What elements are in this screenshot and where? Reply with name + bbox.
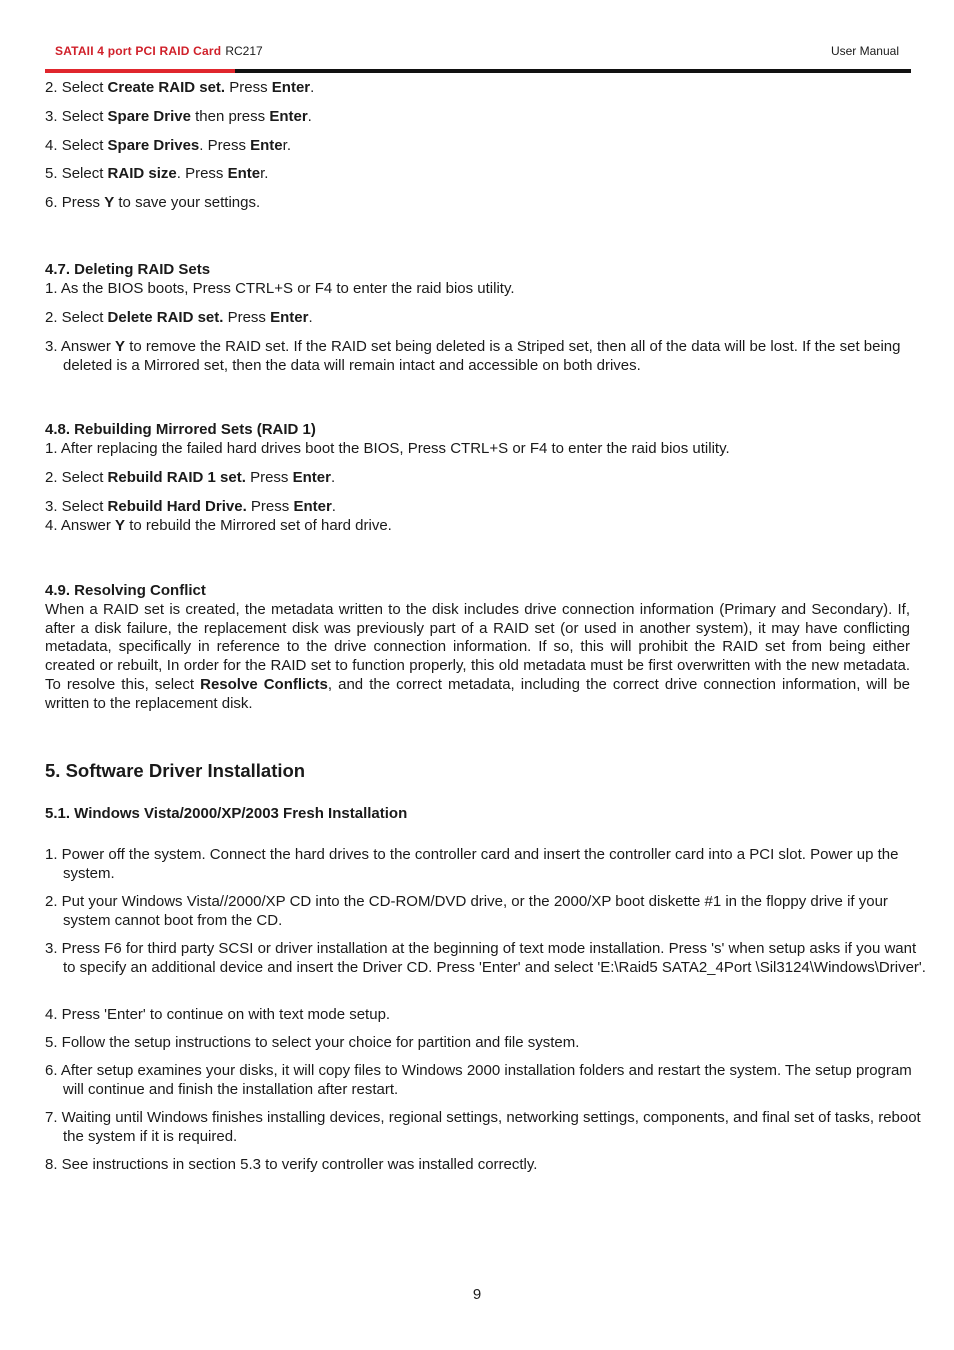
list-item: 7. Waiting until Windows finishes installing devices, regional settings, networking settings, components, and final set of tasks, reboot the system if it is required. <box>45 1109 921 1145</box>
page-header <box>45 44 909 62</box>
list-item: 3. Select Rebuild Hard Drive. Press Enter. <box>45 498 336 515</box>
list-item: 5. Follow the setup instructions to select your choice for partition and file system. <box>45 1034 580 1051</box>
list-item: 4. Press 'Enter' to continue on with text mode setup. <box>45 1006 391 1023</box>
doc-type: User Manual <box>830 44 899 58</box>
list-item: 2. Put your Windows Vista//2000/XP CD into the CD-ROM/DVD drive, or the 2000/XP boot diskette #1 in the floppy drive if your system cannot boot from the CD. <box>45 893 888 929</box>
list-item: 6. After setup examines your disks, it will copy files to Windows 2000 installation folders and restart the system. The setup program will continue and finish the installation after restart. <box>45 1062 912 1098</box>
list-item: 3. Press F6 for third party SCSI or driver installation at the beginning of text mode installation. Press 's' when setup asks if you want to specify an additional device and insert the Driver CD. Press 'Enter' and select 'E:\Raid5 SATA2_4Port \Sil3124\Windows\Driver'. <box>45 940 926 976</box>
list-item: 3. Answer Y to remove the RAID set. If the RAID set being deleted is a Striped set, then all of the data will be lost. If the set being deleted is a Mirrored set, then the data will remain intact and accessible on both drives. <box>45 338 901 374</box>
header-rule-accent <box>45 69 235 73</box>
list-item: 3. Select Spare Drive then press Enter. <box>45 108 312 125</box>
list-item: 5. Select RAID size. Press Enter. <box>45 165 269 182</box>
list-item: 8. See instructions in section 5.3 to verify controller was installed correctly. <box>45 1156 538 1173</box>
list-item: 2. Select Create RAID set. Press Enter. <box>45 79 315 96</box>
list-item: 6. Press Y to save your settings. <box>45 194 261 211</box>
section-heading-4-9: 4.9. Resolving Conflict <box>45 582 206 599</box>
section-heading-4-7: 4.7. Deleting RAID Sets <box>45 261 211 278</box>
section-paragraph: When a RAID set is created, the metadata written to the disk includes drive connection information (Primary and Secondary). If, after a disk failure, the replacement disk was previously part of a RAID set (or used in another system), it may have conflicting metadata, specifically in reference to the drive connection information. If so, this will prohibit the RAID set from being either created or rebuilt, In order for the RAID set to function properly, this old metadata must be first overwritten with the new metadata. To resolve this, select Resolve Conflicts, and the correct metadata, including the correct drive connection information, will be written to the replacement disk. <box>45 601 911 712</box>
list-item: 1. Power off the system. Connect the hard drives to the controller card and insert the controller card into a PCI slot. Power up the system. <box>45 846 899 882</box>
list-item: 2. Select Rebuild RAID 1 set. Press Enter. <box>45 469 336 486</box>
section-heading-5-1: 5.1. Windows Vista/2000/XP/2003 Fresh Installation <box>45 805 408 822</box>
list-item: 1. As the BIOS boots, Press CTRL+S or F4 to enter the raid bios utility. <box>45 280 515 297</box>
header-product <box>55 44 263 58</box>
page-number: 9 <box>472 1286 482 1303</box>
list-item: 4. Answer Y to rebuild the Mirrored set of hard drive. <box>45 517 392 534</box>
chapter-heading-5: 5. Software Driver Installation <box>45 760 306 781</box>
section-heading-4-8: 4.8. Rebuilding Mirrored Sets (RAID 1) <box>45 421 316 438</box>
list-item: 2. Select Delete RAID set. Press Enter. <box>45 309 313 326</box>
list-item: 1. After replacing the failed hard drives boot the BIOS, Press CTRL+S or F4 to enter the raid bios utility. <box>45 440 730 457</box>
model-number: RC217 <box>225 44 263 58</box>
product-name: SATAII 4 port PCI RAID Card <box>55 44 222 58</box>
list-item: 4. Select Spare Drives. Press Enter. <box>45 137 291 154</box>
